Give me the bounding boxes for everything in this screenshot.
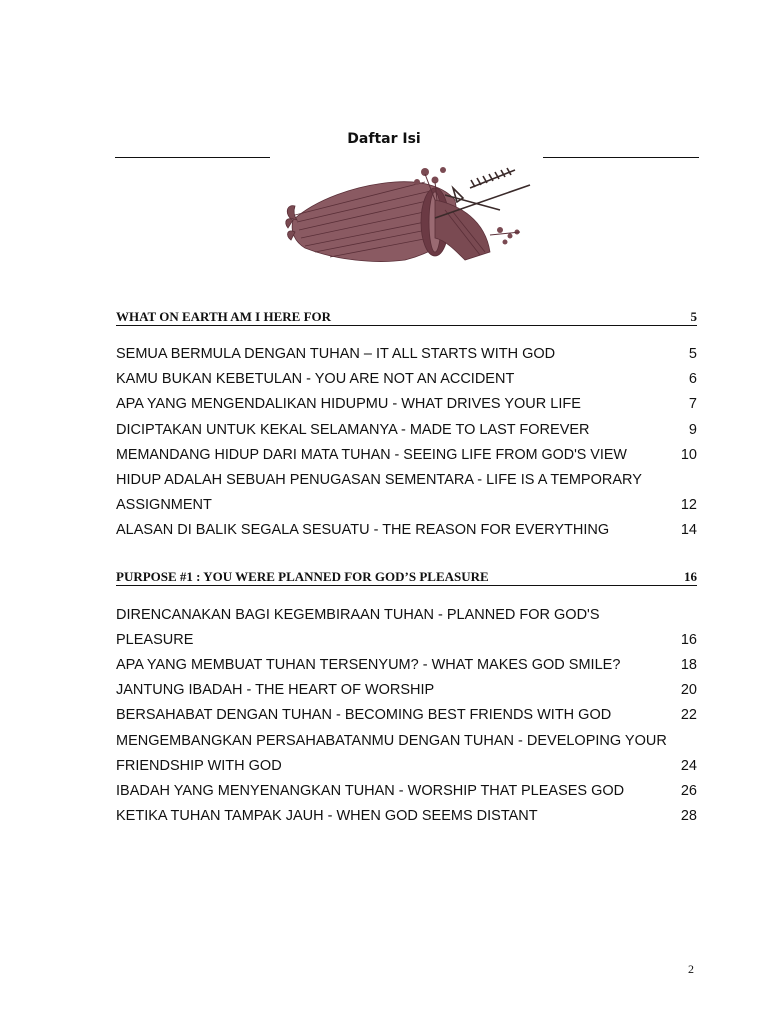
toc-entry[interactable]: [116, 703, 697, 728]
toc-entry-page: 10: [680, 447, 697, 463]
section-heading: [116, 309, 697, 326]
toc-entry[interactable]: [116, 653, 697, 678]
toc-entry-text: MENGEMBANGKAN PERSAHABATANMU DENGAN TUHAN - DEVELOPING YOUR FRIENDSHIP WITH GOD: [116, 733, 667, 775]
toc-entry-text: ALASAN DI BALIK SEGALA SESUATU - THE REASON FOR EVERYTHING: [116, 522, 610, 538]
page-number: 2: [688, 962, 694, 976]
toc-entry[interactable]: [116, 392, 697, 417]
toc-entry[interactable]: [116, 804, 697, 829]
toc-entry-text: KETIKA TUHAN TAMPAK JAUH - WHEN GOD SEEMS DISTANT: [116, 808, 538, 824]
toc-entry-text: MEMANDANG HIDUP DARI MATA TUHAN - SEEING LIFE FROM GOD'S VIEW: [116, 447, 627, 463]
section-heading-page: 5: [690, 309, 697, 324]
toc-entry-text: IBADAH YANG MENYENANGKAN TUHAN - WORSHIP THAT PLEASES GOD: [116, 783, 625, 799]
toc-entry[interactable]: [116, 443, 697, 468]
toc-entry-text: KAMU BUKAN KEBETULAN - YOU ARE NOT AN ACCIDENT: [116, 371, 515, 387]
section-heading-text: WHAT ON EARTH AM I HERE FOR: [116, 309, 332, 324]
toc-entry-page: 9: [688, 422, 697, 438]
toc-entry[interactable]: [116, 342, 697, 367]
toc-entry-text: DIRENCANAKAN BAGI KEGEMBIRAAN TUHAN - PLANNED FOR GOD'S PLEASURE: [116, 607, 600, 649]
toc-entry[interactable]: [116, 678, 697, 703]
title-rule-left: [115, 157, 270, 158]
toc-entry-page: 18: [680, 657, 697, 673]
section-heading-page: 16: [684, 569, 697, 584]
toc-entry-page: 12: [680, 497, 697, 514]
toc-entry[interactable]: [116, 468, 697, 519]
toc-entry-text: SEMUA BERMULA DENGAN TUHAN – IT ALL STARTS WITH GOD: [116, 346, 556, 362]
toc-entry[interactable]: [116, 518, 697, 543]
toc-entry-text: APA YANG MEMBUAT TUHAN TERSENYUM? - WHAT MAKES GOD SMILE?: [116, 657, 621, 673]
toc-entry[interactable]: [116, 779, 697, 804]
page-title: Daftar Isi: [347, 131, 421, 147]
toc-entry[interactable]: [116, 367, 697, 392]
section-heading: [116, 569, 697, 586]
toc-entry-page: 14: [680, 522, 697, 538]
toc-entry-page: 24: [680, 758, 697, 775]
toc-entry-page: 20: [680, 682, 697, 698]
toc-entry[interactable]: [116, 603, 697, 654]
title-rule-right: [543, 157, 699, 158]
toc-entry-page: 28: [680, 808, 697, 824]
toc-entry-text: APA YANG MENGENDALIKAN HIDUPMU - WHAT DRIVES YOUR LIFE: [116, 396, 581, 412]
toc-entry-page: 7: [688, 396, 697, 412]
toc-entry-text: DICIPTAKAN UNTUK KEKAL SELAMANYA - MADE TO LAST FOREVER: [116, 422, 590, 438]
toc-entry-page: 6: [688, 371, 697, 387]
wheat-sheaf-rake-icon: [285, 160, 535, 272]
toc-entry-text: JANTUNG IBADAH - THE HEART OF WORSHIP: [116, 682, 435, 698]
toc-entry-text: HIDUP ADALAH SEBUAH PENUGASAN SEMENTARA - LIFE IS A TEMPORARY ASSIGNMENT: [116, 472, 642, 514]
section-heading-text: PURPOSE #1 : YOU WERE PLANNED FOR GOD’S PLEASURE: [116, 569, 489, 584]
toc-entry-text: BERSAHABAT DENGAN TUHAN - BECOMING BEST FRIENDS WITH GOD: [116, 707, 612, 723]
toc-entry-page: 5: [688, 346, 697, 362]
toc-entry[interactable]: [116, 418, 697, 443]
toc-entry-page: 22: [680, 707, 697, 723]
toc-entry-page: 16: [680, 632, 697, 649]
toc-entry[interactable]: [116, 729, 697, 780]
toc-entry-page: 26: [680, 783, 697, 799]
